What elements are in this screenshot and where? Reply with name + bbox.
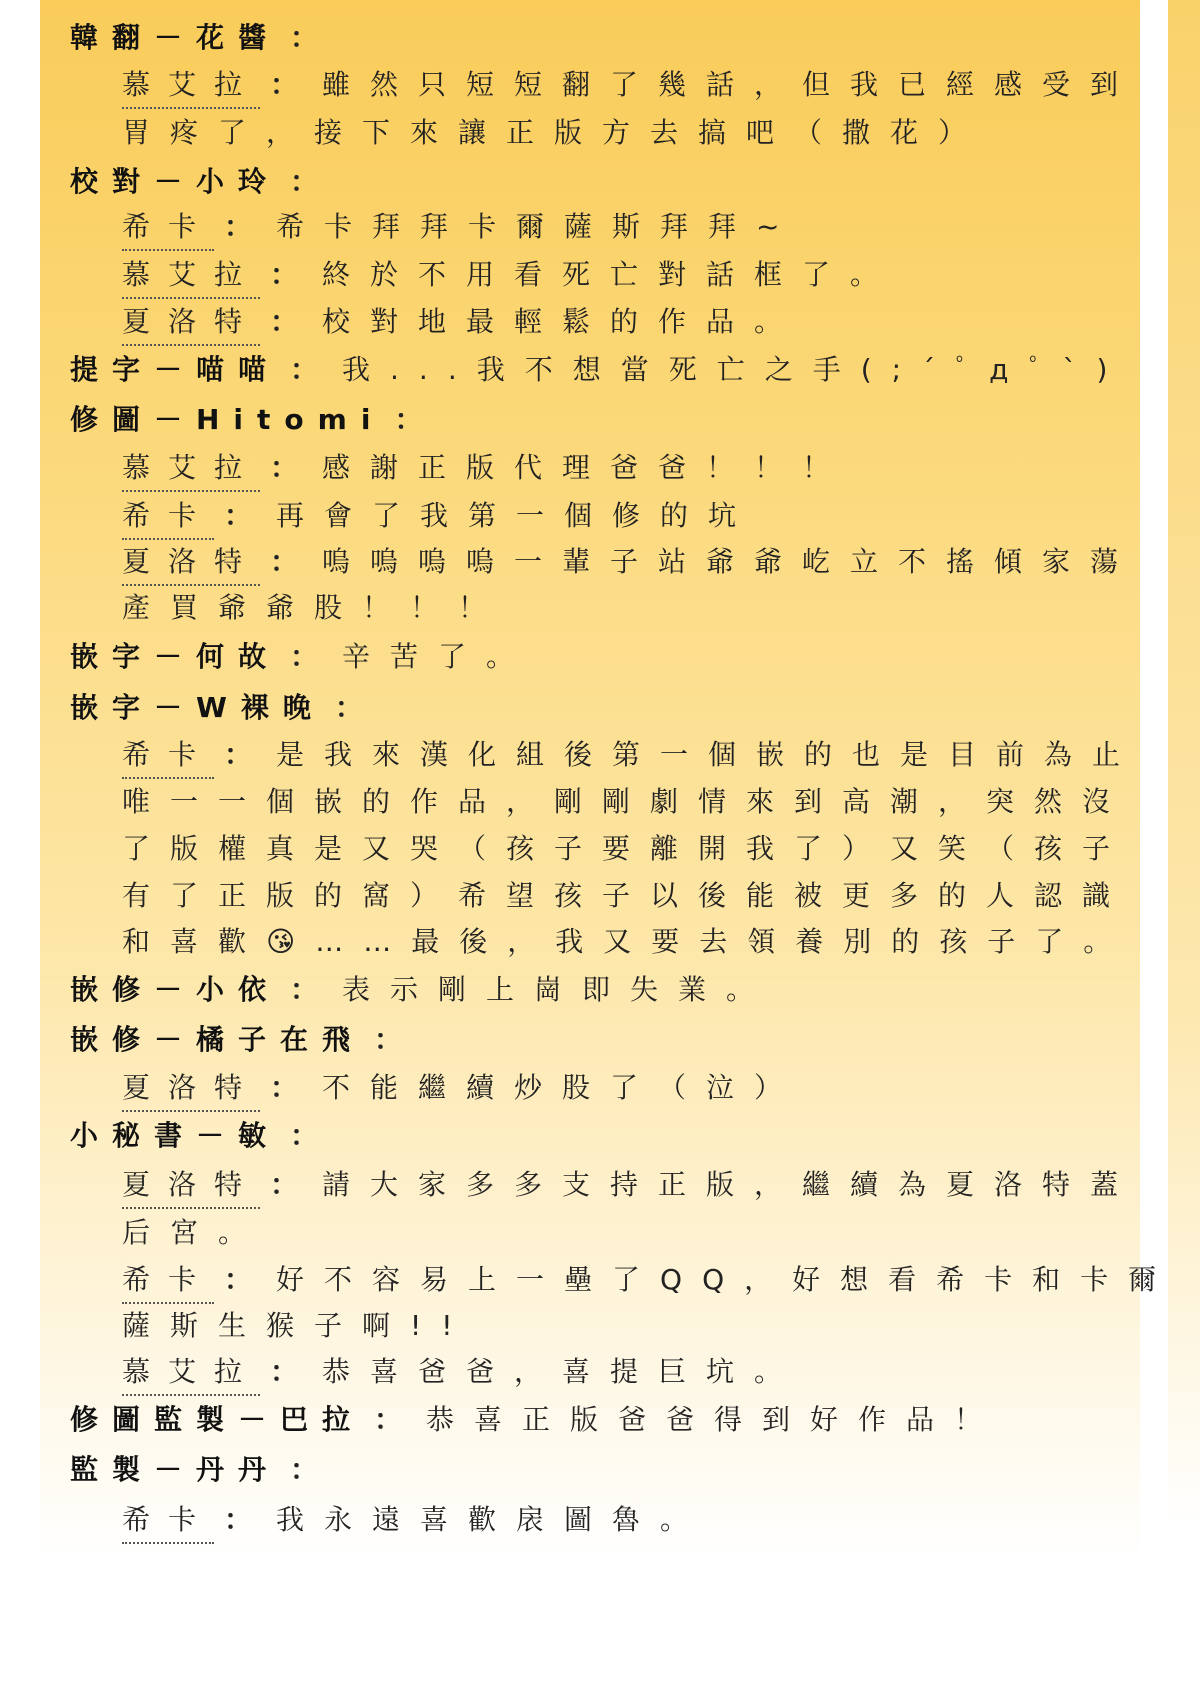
credit-line [122, 448, 850, 492]
credit-line [70, 1020, 426, 1060]
character-comment: 感謝正版代理爸爸！！！ [322, 451, 851, 484]
credit-message: 我...我不想當死亡之手(;´ﾟдﾟ`) [342, 353, 1128, 386]
colon-separator: ： [290, 640, 337, 673]
comment-continuation: 胃疼了，接下來讓正版方去搞吧（撒花） [122, 116, 987, 149]
colon-separator: ： [270, 451, 317, 484]
character-name: 夏洛特 [122, 1165, 260, 1209]
credit-line [70, 162, 342, 202]
colon-separator: ： [290, 165, 337, 198]
comment-continuation: 唯一一個嵌的作品，剛剛劇情來到高潮，突然沒 [122, 785, 1131, 818]
comment-continuation: 了版權真是又哭（孩子要離開我了）又笑（孩子 [122, 832, 1131, 865]
credit-line [122, 1352, 802, 1396]
credit-line [122, 207, 800, 251]
credit-line [70, 688, 387, 728]
character-name: 希卡 [122, 1260, 214, 1304]
credit-line [122, 735, 1140, 779]
credit-message: 恭喜正版爸爸得到好作品！ [426, 1403, 1003, 1436]
credit-line [122, 496, 756, 540]
character-comment: 雖然只短短翻了幾話，但我已經感受到 [322, 68, 1139, 101]
credit-role: 提字－喵喵 [70, 353, 281, 386]
colon-separator: ： [270, 305, 317, 338]
colon-separator: ： [290, 1453, 337, 1486]
credit-role: 修圖監製－巴拉 [70, 1403, 365, 1436]
credit-role: 校對－小玲 [70, 165, 281, 198]
credit-role: 嵌修－小依 [70, 973, 281, 1006]
credit-line [122, 542, 1138, 586]
credit-role: 嵌字－W裸晚 [70, 691, 325, 724]
credit-line [122, 876, 1130, 916]
credit-line [122, 65, 1138, 109]
colon-separator: ： [290, 21, 337, 54]
colon-separator: ： [270, 1168, 317, 1201]
credit-line [70, 1116, 342, 1156]
character-name: 慕艾拉 [122, 1352, 260, 1396]
character-name: 希卡 [122, 1500, 214, 1544]
comment-continuation: 薩斯生猴子啊!! [122, 1309, 473, 1342]
credit-line [122, 1260, 1176, 1304]
credit-line [122, 113, 986, 153]
credit-line [122, 829, 1130, 869]
character-comment: 校對地最輕鬆的作品。 [322, 305, 803, 338]
character-name: 希卡 [122, 207, 214, 251]
character-name: 希卡 [122, 735, 214, 779]
credit-line [70, 1450, 342, 1490]
character-name: 夏洛特 [122, 1068, 260, 1112]
character-comment: 希卡拜拜卡爾薩斯拜拜~ [276, 210, 800, 243]
credit-line [70, 970, 774, 1010]
character-name: 夏洛特 [122, 542, 260, 586]
character-comment: 我永遠喜歡扆圖魯。 [276, 1503, 709, 1536]
colon-separator: ： [270, 258, 317, 291]
comment-continuation: 和喜歡😘……最後，我又要去領養別的孩子了。 [122, 925, 1132, 958]
credit-line [70, 1400, 1002, 1440]
colon-separator: ： [224, 1263, 271, 1296]
character-name: 夏洛特 [122, 302, 260, 346]
colon-separator: ： [224, 499, 271, 532]
credit-line [122, 922, 1131, 962]
credit-line [122, 302, 802, 346]
colon-separator: ： [334, 691, 381, 724]
credit-message: 表示剛上崗即失業。 [342, 973, 775, 1006]
colon-separator: ： [394, 403, 441, 436]
credit-line [122, 1165, 1138, 1209]
credit-line [122, 1500, 708, 1544]
colon-separator: ： [270, 1355, 317, 1388]
comment-continuation: 后宮。 [122, 1216, 267, 1249]
character-name: 希卡 [122, 496, 214, 540]
character-name: 慕艾拉 [122, 448, 260, 492]
character-name: 慕艾拉 [122, 255, 260, 299]
character-comment: 再會了我第一個修的坑 [276, 499, 757, 532]
character-comment: 終於不用看死亡對話框了。 [322, 258, 899, 291]
colon-separator: ： [290, 1119, 337, 1152]
colon-separator: ： [224, 1503, 271, 1536]
character-comment: 恭喜爸爸，喜提巨坑。 [322, 1355, 803, 1388]
credit-role: 修圖－Hitomi [70, 403, 385, 436]
credit-line [122, 1306, 472, 1346]
credit-line [70, 400, 446, 440]
character-comment: 是我來漢化組後第一個嵌的也是目前為止 [276, 738, 1141, 771]
credit-role: 小秘書－敏 [70, 1119, 281, 1152]
credit-line [70, 18, 342, 58]
character-comment: 嗚嗚嗚嗚一輩子站爺爺屹立不搖傾家蕩 [322, 545, 1139, 578]
credit-line [122, 255, 898, 299]
credit-role: 嵌修－橘子在飛 [70, 1023, 365, 1056]
colon-separator: ： [290, 353, 337, 386]
credit-message: 辛苦了。 [342, 640, 535, 673]
credit-role: 嵌字－何故 [70, 640, 281, 673]
comment-continuation: 產買爺爺股！！！ [122, 591, 507, 624]
adjacent-page-edge [1168, 0, 1200, 1696]
character-comment: 好不容易上一壘了QQ，好想看希卡和卡爾 [276, 1263, 1177, 1296]
credit-role: 監製－丹丹 [70, 1453, 281, 1486]
colon-separator: ： [224, 738, 271, 771]
character-comment: 請大家多多支持正版，繼續為夏洛特蓋 [322, 1168, 1139, 1201]
colon-separator: ： [270, 68, 317, 101]
credit-line [70, 350, 1127, 390]
credit-line [70, 637, 534, 677]
colon-separator: ： [224, 210, 271, 243]
colon-separator: ： [374, 1023, 421, 1056]
colon-separator: ： [290, 973, 337, 1006]
credit-line [122, 782, 1130, 822]
comment-continuation: 有了正版的窩）希望孩子以後能被更多的人認識 [122, 879, 1131, 912]
credit-line [122, 1068, 802, 1112]
credit-line [122, 1213, 266, 1253]
credit-line [122, 588, 506, 628]
colon-separator: ： [374, 1403, 421, 1436]
credit-role: 韓翻－花醬 [70, 21, 281, 54]
character-name: 慕艾拉 [122, 65, 260, 109]
character-comment: 不能繼續炒股了（泣） [322, 1071, 803, 1104]
colon-separator: ： [270, 1071, 317, 1104]
colon-separator: ： [270, 545, 317, 578]
